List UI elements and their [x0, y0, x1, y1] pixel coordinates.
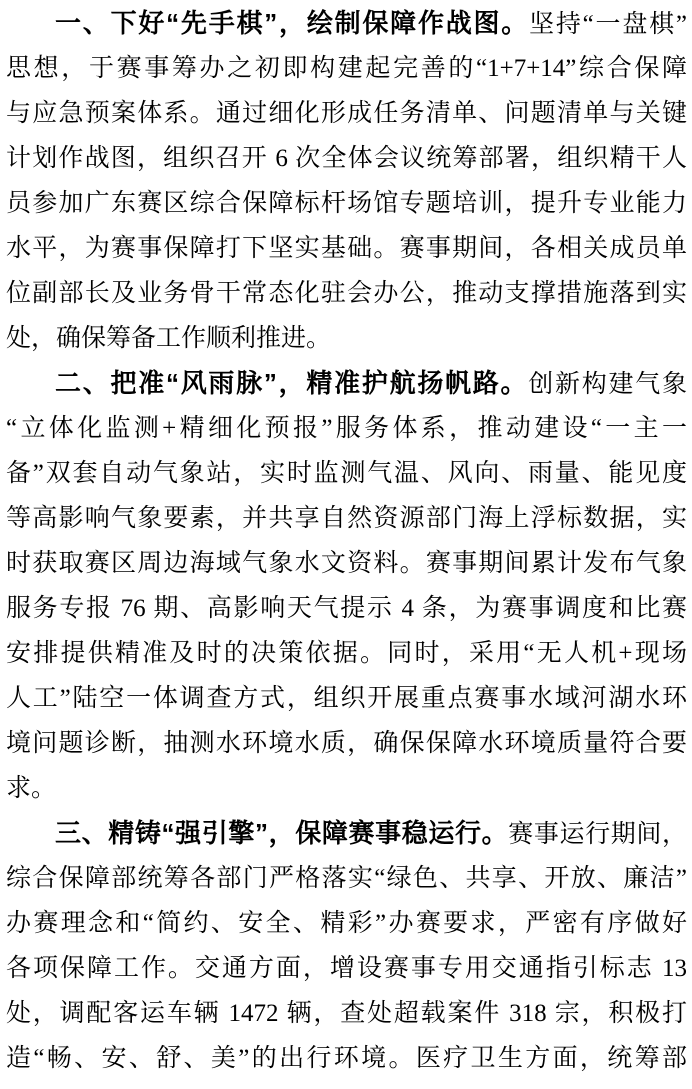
text-line — [6, 46, 687, 91]
body-text: 综合保障部统筹各部门严格落实“绿色、共享、开放、廉洁” — [6, 865, 687, 892]
text-line — [6, 226, 687, 271]
text-line — [6, 811, 687, 856]
body-text: 人工”陆空一体调查方式，组织开展重点赛事水域河湖水环 — [6, 685, 687, 712]
body-text: 与应急预案体系。通过细化形成任务清单、问题清单与关键 — [6, 100, 687, 127]
body-text: 创新构建气象 — [528, 371, 687, 398]
body-text: 处，确保筹备工作顺利推进。 — [6, 325, 332, 352]
body-text: 时获取赛区周边海域气象水文资料。赛事期间累计发布气象 — [6, 550, 687, 577]
text-line — [6, 316, 687, 361]
text-line — [6, 946, 687, 991]
body-text: 坚持“一盘棋” — [529, 11, 687, 38]
text-line — [6, 766, 687, 811]
text-line — [6, 361, 687, 406]
body-text: 境问题诊断，抽测水环境水质，确保保障水环境质量符合要 — [6, 730, 687, 757]
body-text: 思想，于赛事筹办之初即构建起完善的“1+7+14”综合保障 — [6, 55, 687, 82]
text-line — [6, 631, 687, 676]
body-text: 各项保障工作。交通方面，增设赛事专用交通指引标志 13 — [6, 955, 687, 982]
body-text: 等高影响气象要素，并共享自然资源部门海上浮标数据，实 — [6, 505, 687, 532]
body-text: 办赛理念和“简约、安全、精彩”办赛要求，严密有序做好 — [6, 910, 687, 937]
text-line — [6, 271, 687, 316]
paragraph-2 — [6, 361, 687, 811]
body-text: 计划作战图，组织召开 6 次全体会议统筹部署，组织精干人 — [6, 145, 687, 172]
body-text: “立体化监测+精细化预报”服务体系，推动建设“一主一 — [6, 415, 687, 442]
body-text: 安排提供精准及时的决策依据。同时，采用“无人机+现场 — [6, 640, 687, 667]
body-text: 服务专报 76 期、高影响天气提示 4 条，为赛事调度和比赛 — [6, 595, 687, 622]
paragraph-1 — [6, 1, 687, 361]
text-line — [6, 586, 687, 631]
body-text: 位副部长及业务骨干常态化驻会办公，推动支撑措施落到实 — [6, 280, 687, 307]
paragraph-3 — [6, 811, 687, 1081]
text-line — [6, 901, 687, 946]
section-heading-text: 一、下好“先手棋”，绘制保障作战图。 — [55, 8, 530, 38]
text-line — [6, 406, 687, 451]
text-line — [6, 91, 687, 136]
text-line — [6, 721, 687, 766]
text-line — [6, 1, 687, 46]
body-text: 造“畅、安、舒、美”的出行环境。医疗卫生方面，统筹部 — [6, 1045, 687, 1072]
text-line — [6, 676, 687, 721]
text-line — [6, 496, 687, 541]
section-heading-text: 二、把准“风雨脉”，精准护航扬帆路。 — [55, 368, 529, 398]
body-text: 求。 — [6, 775, 57, 802]
text-line — [6, 856, 687, 901]
section-heading-text: 三、精铸“强引擎”，保障赛事稳运行。 — [55, 818, 509, 848]
text-line — [6, 181, 687, 226]
body-text: 赛事运行期间， — [508, 821, 687, 848]
text-line — [6, 136, 687, 181]
text-line — [6, 541, 687, 586]
body-text: 员参加广东赛区综合保障标杆场馆专题培训，提升专业能力 — [6, 190, 687, 217]
body-text: 水平，为赛事保障打下坚实基础。赛事期间，各相关成员单 — [6, 235, 687, 262]
text-line — [6, 991, 687, 1036]
text-line — [6, 451, 687, 496]
body-text: 备”双套自动气象站，实时监测气温、风向、雨量、能见度 — [6, 460, 687, 487]
body-text: 处，调配客运车辆 1472 辆，查处超载案件 318 宗，积极打 — [6, 1000, 687, 1027]
text-line — [6, 1036, 687, 1081]
